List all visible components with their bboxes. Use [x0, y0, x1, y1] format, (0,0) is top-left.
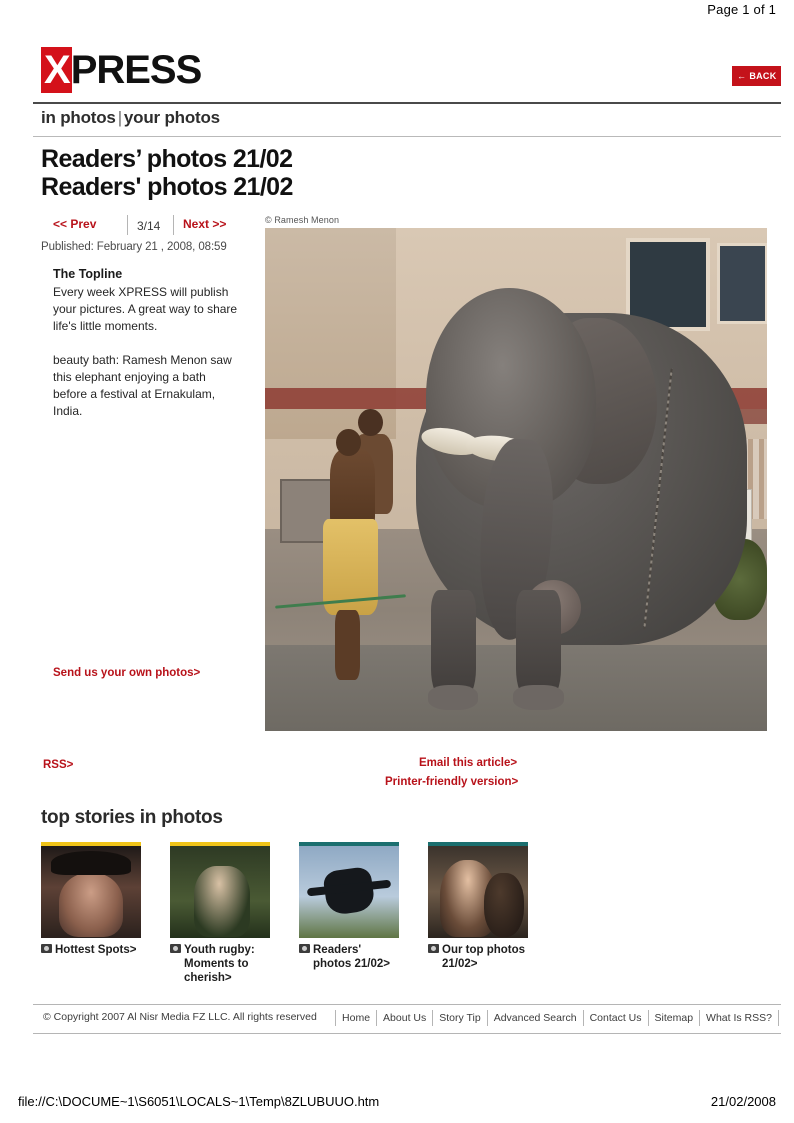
camera-icon [41, 944, 52, 953]
camera-icon [299, 944, 310, 953]
published-date: Published: February 21 , 2008, 08:59 [41, 240, 227, 253]
photo-block [265, 215, 767, 731]
article-content [33, 215, 781, 735]
article-sidebar [41, 215, 253, 679]
camera-icon [170, 944, 181, 953]
article-links [33, 753, 781, 797]
logo-x-mark: X [41, 47, 72, 93]
copyright-text: © Copyright 2007 Al Nisr Media FZ LLC. All rights reserved [43, 1010, 317, 1023]
topline-title: The Topline [53, 266, 123, 281]
thumb-image[interactable] [41, 846, 141, 938]
next-link[interactable]: Next >> [183, 216, 227, 231]
print-file-path: file://C:\DOCUME~1\S6051\LOCALS~1\Temp\8ZLUBUUO.htm [18, 1094, 380, 1109]
document-body [33, 44, 781, 1034]
footer-link-advanced-search[interactable]: Advanced Search [488, 1010, 584, 1026]
footer-link-contact-us[interactable]: Contact Us [584, 1010, 649, 1026]
site-footer [33, 1004, 781, 1034]
back-button[interactable] [732, 66, 781, 86]
page-title: Readers’ photos 21/02 [41, 145, 293, 173]
photo-window-2 [717, 243, 767, 324]
thumb-label-text: Hottest Spots> [55, 943, 137, 956]
photo-pager [41, 215, 253, 237]
list-item[interactable] [299, 842, 399, 986]
camera-icon [428, 944, 439, 953]
footer-link-what-is-rss[interactable]: What Is RSS? [700, 1010, 779, 1026]
photo-person-leg [335, 610, 360, 680]
thumb-label[interactable] [41, 943, 141, 957]
send-photos-link[interactable]: Send us your own photos> [53, 666, 201, 679]
email-article-link[interactable]: Email this article> [419, 756, 518, 769]
thumb-label-text: Our top photos 21/02> [442, 943, 526, 970]
photo-credit: © Ramesh Menon [265, 214, 340, 225]
section-nav [33, 104, 781, 137]
list-item[interactable] [170, 842, 270, 986]
list-item[interactable] [428, 842, 528, 986]
pager-divider-left [127, 215, 128, 235]
thumb-label-text: Youth rugby: Moments to cherish> [184, 943, 255, 985]
list-item[interactable] [41, 842, 141, 986]
top-stories-heading: top stories in photos [41, 806, 223, 828]
topline-body: Every week XPRESS will publish your pictures. A great way to share life's little moments. [53, 284, 238, 333]
nav-separator: | [117, 108, 122, 127]
pager-divider-right [173, 215, 174, 235]
site-logo[interactable] [41, 47, 201, 93]
thumb-image[interactable] [299, 846, 399, 938]
prev-link[interactable]: << Prev [53, 216, 97, 231]
thumb-image[interactable] [428, 846, 528, 938]
photo-caption: beauty bath: Ramesh Menon saw this elephant enjoying a bath before a festival at Ernakulam, India. [53, 352, 232, 419]
logo-text: PRESS [70, 48, 202, 92]
page-subtitle: Readers' photos 21/02 [41, 173, 293, 202]
back-button-label: BACK [749, 71, 777, 81]
thumb-label[interactable] [299, 943, 399, 972]
thumb-label[interactable] [428, 943, 528, 972]
thumb-label-text: Readers' photos 21/02> [313, 943, 391, 970]
photo-elephant-foot-back [513, 685, 563, 710]
photo-person-back-head [358, 409, 383, 437]
photo-elephant-leg-front [431, 590, 476, 701]
nav-item-in-photos[interactable]: in photos [41, 108, 116, 127]
footer-link-story-tip[interactable]: Story Tip [433, 1010, 487, 1026]
top-stories-list [41, 842, 781, 986]
nav-item-your-photos[interactable]: your photos [123, 108, 220, 127]
thumb-image[interactable] [170, 846, 270, 938]
thumb-label[interactable] [170, 943, 270, 986]
print-date: 21/02/2008 [710, 1094, 776, 1109]
article-photo [265, 228, 767, 731]
footer-links [335, 1010, 779, 1026]
footer-link-sitemap[interactable]: Sitemap [649, 1010, 701, 1026]
photo-elephant-leg-back [516, 590, 561, 701]
footer-link-about-us[interactable]: About Us [377, 1010, 433, 1026]
pager-count: 3/14 [137, 218, 161, 233]
rss-link[interactable]: RSS> [43, 758, 74, 771]
footer-link-home[interactable]: Home [335, 1010, 377, 1026]
masthead [33, 44, 781, 104]
photo-elephant-foot-front [428, 685, 478, 710]
printer-friendly-link[interactable]: Printer-friendly version> [385, 775, 519, 788]
back-arrow-icon: ← [737, 71, 747, 81]
print-page-label: Page 1 of 1 [707, 2, 776, 17]
